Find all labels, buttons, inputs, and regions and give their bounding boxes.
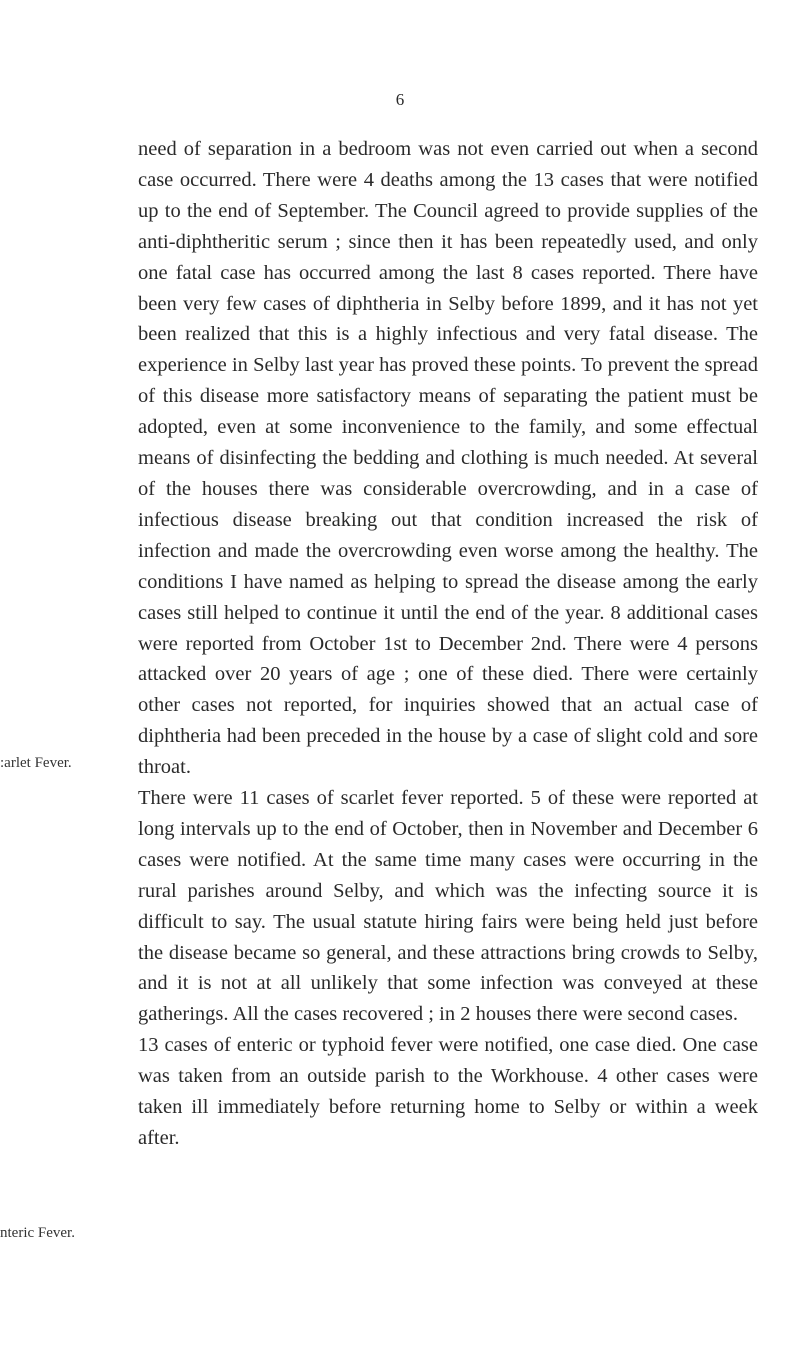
paragraph-scarlet-fever: There were 11 cases of scarlet fever reported. 5 of these were reported at long intervals up to the end of October, then in November and December 6 cases were notified. At the same time many cases were occurring in the rural parishes around Selby, and which was the infecting source it is difficult to say. The usual statute hiring fairs were being held just before the disease became so general, and these attractions bring crowds to Selby, and it is not at all unlikely that some infection was conveyed at these gatherings. All the cases recovered ; in 2 houses there were second cases. — [138, 787, 758, 1026]
paragraph-diphtheria: need of separation in a bedroom was not even carried out when a second case occurred. There were 4 deaths among the 13 cases that were notified up to the end of September. The Council agreed to provide supplies of the anti-diphtheritic serum ; since then it has been repeatedly used, and only one fatal case has occurred among the last 8 cases reported. There have been very few cases of diphtheria in Selby before 1899, and it has not yet been realized that this is a highly infectious and very fatal disease. The experience in Selby last year has proved these points. To prevent the spread of this disease more satisfactory means of separating the patient must be adopted, even at some inconvenience to the family, and some effectual means of disinfecting the bedding and clothing is much needed. At several of the houses there was considerable overcrowding, and in a case of infectious disease breaking out that condition increased the risk of infection and made the overcrowding even worse among the healthy. The conditions I have named as helping to spread the disease among the early cases still helped to continue it until the end of the year. 8 additional cases were reported from October 1st to December 2nd. There were 4 persons attacked over 20 years of age ; one of these died. There were certainly other cases not reported, for inquiries showed that an actual case of diphtheria had been preceded in the house by a case of slight cold and sore throat. — [138, 138, 758, 779]
page-number: 6 — [395, 90, 405, 109]
body-text — [138, 134, 758, 1154]
paragraph-enteric-fever: 13 cases of enteric or typhoid fever were notified, one case died. One case was taken from an outside parish to the Workhouse. 4 other cases were taken ill immediately before returning home to Selby or within a week after. — [138, 1034, 758, 1149]
margin-note-enteric-fever: nteric Fever. — [0, 1225, 75, 1241]
margin-note-scarlet-fever: :arlet Fever. — [0, 755, 72, 771]
